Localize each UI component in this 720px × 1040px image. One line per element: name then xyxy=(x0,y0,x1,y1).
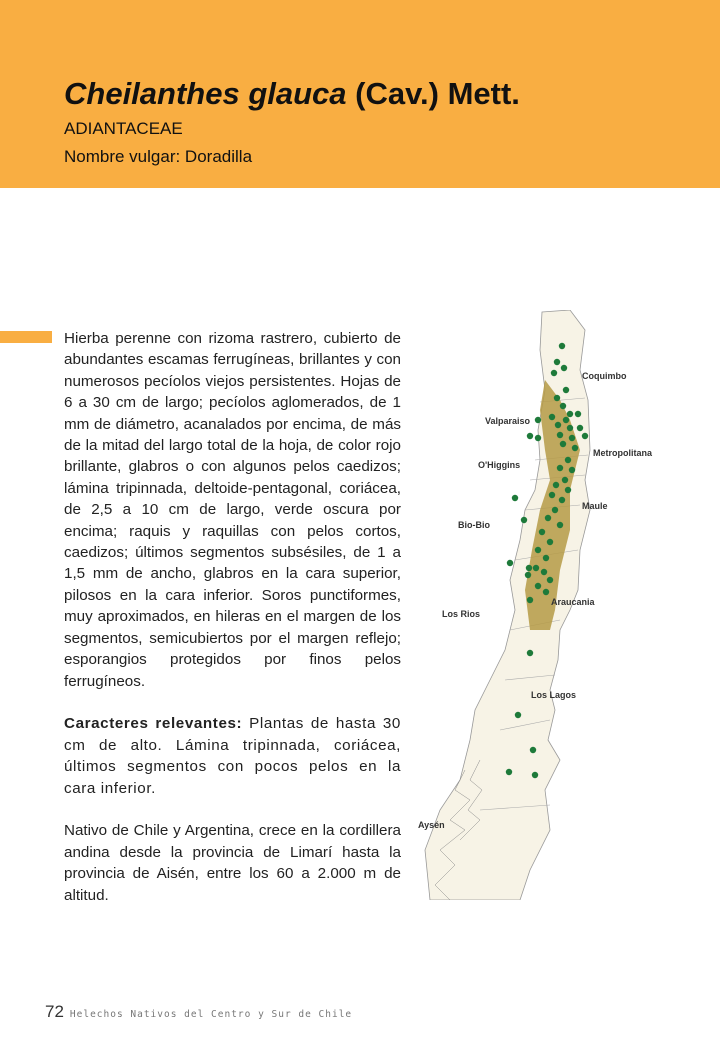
region-label-metropolitana: Metropolitana xyxy=(593,448,653,458)
record-point xyxy=(541,569,547,575)
record-point xyxy=(555,422,561,428)
record-point xyxy=(553,482,559,488)
record-point xyxy=(575,411,581,417)
record-point xyxy=(532,772,538,778)
record-point xyxy=(535,435,541,441)
region-label-loslagos: Los Lagos xyxy=(531,690,577,700)
record-point xyxy=(547,577,553,583)
record-point xyxy=(535,583,541,589)
record-point xyxy=(533,565,539,571)
chile-map-svg xyxy=(420,310,680,900)
record-point xyxy=(506,769,512,775)
header-band xyxy=(0,0,720,188)
relevant-characters-paragraph xyxy=(64,713,401,799)
record-point xyxy=(543,555,549,561)
record-point xyxy=(527,433,533,439)
page-number: 72 xyxy=(45,1002,64,1021)
record-point xyxy=(569,467,575,473)
record-point xyxy=(577,425,583,431)
region-label-coquimbo: Coquimbo xyxy=(582,371,627,381)
region-label-araucania: Araucania xyxy=(551,597,595,607)
record-point xyxy=(551,370,557,376)
record-point xyxy=(560,403,566,409)
record-point xyxy=(557,465,563,471)
region-label-maule: Maule xyxy=(582,501,608,511)
record-point xyxy=(559,343,565,349)
region-label-valparaiso: Valparaiso xyxy=(485,416,531,426)
record-point xyxy=(567,411,573,417)
family-name: ADIANTACEAE xyxy=(64,119,183,138)
record-point xyxy=(543,589,549,595)
region-label-losrios: Los Rios xyxy=(442,609,481,619)
record-point xyxy=(525,572,531,578)
record-point xyxy=(565,457,571,463)
species-author: (Cav.) Mett. xyxy=(355,76,520,111)
record-point xyxy=(539,529,545,535)
record-point xyxy=(545,515,551,521)
record-point xyxy=(549,414,555,420)
record-point xyxy=(561,365,567,371)
record-point xyxy=(559,497,565,503)
record-point xyxy=(560,441,566,447)
record-point xyxy=(567,425,573,431)
section-marker xyxy=(0,331,52,343)
record-point xyxy=(535,417,541,423)
relevant-text: Plantas de hasta 30 cm de alto. Lámina tripinnada, coriácea, últimos segmentos con pocos pelos en la cara inferior. xyxy=(64,715,401,797)
record-point xyxy=(527,597,533,603)
record-point xyxy=(563,387,569,393)
record-point xyxy=(569,435,575,441)
common-name: Nombre vulgar: Doradilla xyxy=(64,147,253,166)
distribution-map xyxy=(420,310,680,900)
record-point xyxy=(527,650,533,656)
record-point xyxy=(554,395,560,401)
record-point xyxy=(521,517,527,523)
record-point xyxy=(552,507,558,513)
record-point xyxy=(557,522,563,528)
record-point xyxy=(572,445,578,451)
species-title xyxy=(64,76,520,112)
record-point xyxy=(554,359,560,365)
region-label-ohiggins: O'Higgins xyxy=(478,460,521,470)
morphology-paragraph: Hierba perenne con rizoma rastrero, cubierto de abundantes escamas ferrugíneas, brillantes y con numerosos pecíolos viejos persistentes. Hojas de 6 a 30 cm de largo; pecíolos aglomerados, de 1 mm de diámetro, acanalados por encima, de más de la mitad del largo total de la hoja, de color rojo brillante, glabros o con algunos pelos caedizos; lámina tripinnada, deltoide-pentagonal, coriácea, de 2,5 a 10 cm de largo, verde oscura por encima; raquis y raquillas con pelos cortos, caedizos; últimos segmentos subsésiles, de 1 a 1,5 mm de ancho, glabros en la cara superior, pilosos en la cara inferior. Soros punctiformes, muy aproximados, en hileras en el margen de los segmentos, semicubiertos por el margen reflejo; esporangios protegidos por finos pelos ferrugíneos. xyxy=(64,330,401,690)
record-point xyxy=(549,492,555,498)
relevant-label: Caracteres relevantes: xyxy=(64,715,243,733)
record-point xyxy=(563,417,569,423)
species-name: Cheilanthes glauca xyxy=(64,76,347,111)
record-point xyxy=(526,565,532,571)
book-title: Helechos Nativos del Centro y Sur de Chile xyxy=(69,1009,353,1020)
record-point xyxy=(535,547,541,553)
region-label-aysen: Aysén xyxy=(418,820,445,830)
record-point xyxy=(557,432,563,438)
record-point xyxy=(582,433,588,439)
record-point xyxy=(547,539,553,545)
distribution-paragraph: Nativo de Chile y Argentina, crece en la cordillera andina desde la provincia de Limarí hasta la provincia de Aisén, entre los 60 a 2.000 m de altitud. xyxy=(64,822,401,904)
record-point xyxy=(515,712,521,718)
record-point xyxy=(565,487,571,493)
page-footer xyxy=(45,1002,352,1022)
region-label-biobio: Bio-Bio xyxy=(458,520,490,530)
record-point xyxy=(507,560,513,566)
record-point xyxy=(512,495,518,501)
record-point xyxy=(562,477,568,483)
record-point xyxy=(530,747,536,753)
description-text xyxy=(64,328,401,927)
